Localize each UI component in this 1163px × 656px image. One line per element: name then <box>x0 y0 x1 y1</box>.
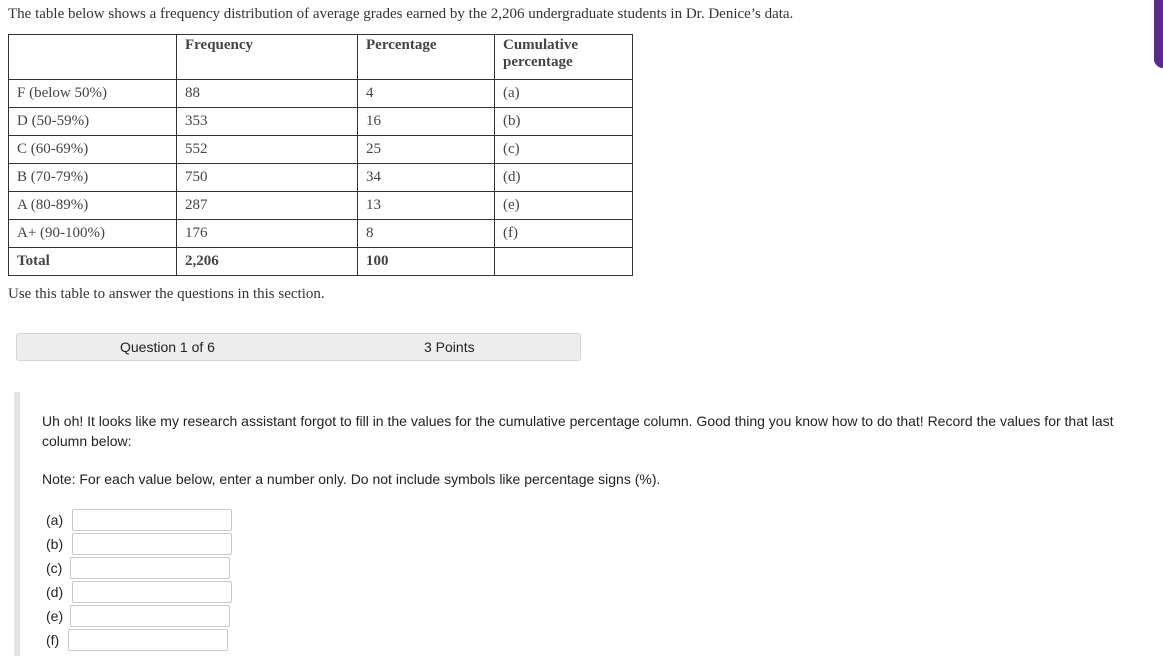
cell-frequency: 552 <box>177 136 358 164</box>
answer-label-d: (d) <box>46 584 64 600</box>
answer-row-b <box>46 533 236 555</box>
table-row <box>9 220 633 248</box>
table-total-row <box>9 248 633 276</box>
answer-label-a: (a) <box>46 512 64 528</box>
question-panel <box>14 392 1163 656</box>
answer-input-f[interactable] <box>68 629 228 651</box>
answer-input-e[interactable] <box>70 605 230 627</box>
side-accent-tab <box>1154 0 1163 68</box>
answer-input-d[interactable] <box>72 581 232 603</box>
cell-cumulative: (e) <box>495 192 633 220</box>
answer-label-b: (b) <box>46 536 64 552</box>
cell-grade: B (70-79%) <box>9 164 177 192</box>
cell-grade: F (below 50%) <box>9 80 177 108</box>
cell-grade: A+ (90-100%) <box>9 220 177 248</box>
answer-row-a <box>46 509 236 531</box>
header-cell-frequency: Frequency <box>177 35 358 80</box>
cell-percentage: 16 <box>358 108 495 136</box>
cell-total-label: Total <box>9 248 177 276</box>
answer-input-c[interactable] <box>70 557 230 579</box>
question-points: 3 Points <box>424 339 475 355</box>
answer-input-b[interactable] <box>72 533 232 555</box>
cell-cumulative: (f) <box>495 220 633 248</box>
answer-input-a[interactable] <box>72 509 232 531</box>
cell-total-percentage: 100 <box>358 248 495 276</box>
cell-percentage: 25 <box>358 136 495 164</box>
answer-label-e: (e) <box>46 608 64 624</box>
table-header-row <box>9 35 633 80</box>
cell-grade: C (60-69%) <box>9 136 177 164</box>
question-note: Note: For each value below, enter a number only. Do not include symbols like percentage signs (%). <box>42 471 661 487</box>
cell-frequency: 353 <box>177 108 358 136</box>
cell-frequency: 750 <box>177 164 358 192</box>
table-row <box>9 108 633 136</box>
question-prompt: Uh oh! It looks like my research assistant forgot to fill in the values for the cumulative percentage column. Good thing you know how to do that! Record the values for that last column below: <box>42 413 1114 449</box>
cell-cumulative: (a) <box>495 80 633 108</box>
answer-row-d <box>46 581 236 603</box>
table-row <box>9 80 633 108</box>
answer-row-e <box>46 605 236 627</box>
cell-percentage: 34 <box>358 164 495 192</box>
question-number: Question 1 of 6 <box>120 339 215 355</box>
cell-total-cumulative <box>495 248 633 276</box>
cell-cumulative: (d) <box>495 164 633 192</box>
cell-cumulative: (b) <box>495 108 633 136</box>
question-header-bar <box>16 333 581 361</box>
frequency-table <box>8 34 633 276</box>
cell-percentage: 4 <box>358 80 495 108</box>
cell-frequency: 176 <box>177 220 358 248</box>
cell-cumulative: (c) <box>495 136 633 164</box>
table-row <box>9 136 633 164</box>
cell-grade: A (80-89%) <box>9 192 177 220</box>
cell-frequency: 88 <box>177 80 358 108</box>
answer-row-c <box>46 557 236 579</box>
answer-label-c: (c) <box>46 560 63 576</box>
header-cell-cumulative: Cumulative percentage <box>495 35 633 80</box>
answer-row-f <box>46 629 236 651</box>
answer-label-f: (f) <box>46 632 60 648</box>
intro-text: The table below shows a frequency distribution of average grades earned by the 2,206 undergraduate students in Dr. Denice’s data. <box>8 6 794 22</box>
cell-percentage: 8 <box>358 220 495 248</box>
header-cell-percentage: Percentage <box>358 35 495 80</box>
cell-frequency: 287 <box>177 192 358 220</box>
table-row <box>9 192 633 220</box>
cell-grade: D (50-59%) <box>9 108 177 136</box>
cell-percentage: 13 <box>358 192 495 220</box>
header-cell-grade <box>9 35 177 80</box>
cell-total-frequency: 2,206 <box>177 248 358 276</box>
table-row <box>9 164 633 192</box>
instruction-text: Use this table to answer the questions in this section. <box>8 286 325 302</box>
